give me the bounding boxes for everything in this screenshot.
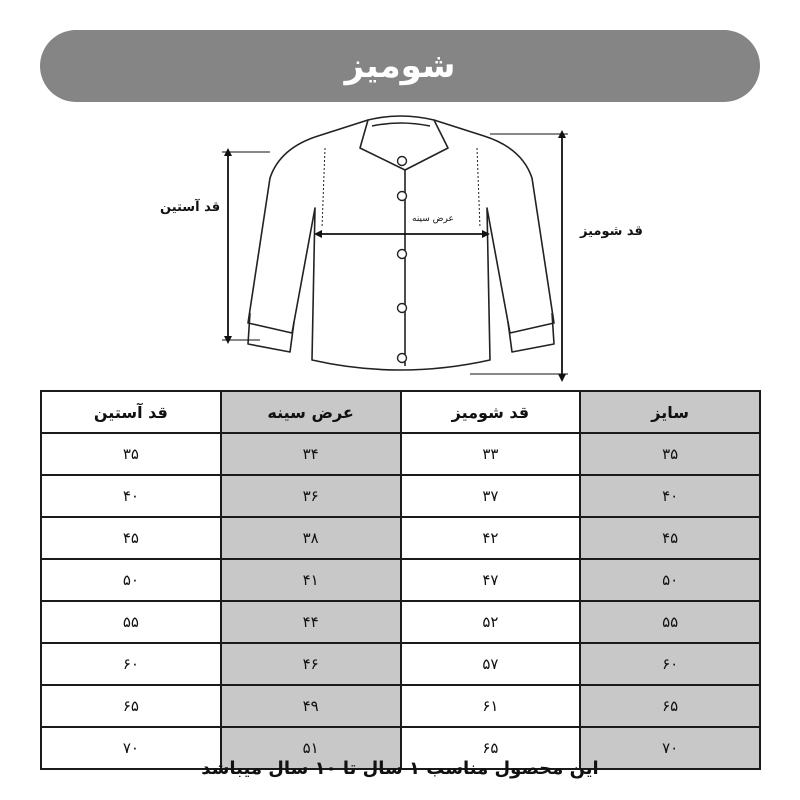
cell-shirt-length: ۳۷ bbox=[401, 475, 581, 517]
footer-note: این محصول مناسب ۱ سال تا ۱۰ سال میباشد bbox=[201, 758, 599, 779]
table-row bbox=[41, 517, 760, 559]
cell-sleeve-length: ۶۰ bbox=[41, 643, 221, 685]
size-table bbox=[40, 390, 761, 770]
header-sleeve-length: قد آستین bbox=[41, 391, 221, 433]
cell-size: ۳۵ bbox=[580, 433, 760, 475]
cell-chest-width: ۴۶ bbox=[221, 643, 401, 685]
table-row bbox=[41, 643, 760, 685]
shirt-outline-icon bbox=[248, 116, 554, 370]
cell-chest-width: ۵۱ bbox=[221, 727, 401, 769]
table-row bbox=[41, 685, 760, 727]
table-row bbox=[41, 475, 760, 517]
header-size: سایز bbox=[580, 391, 760, 433]
cell-shirt-length: ۵۲ bbox=[401, 601, 581, 643]
cell-size: ۶۰ bbox=[580, 643, 760, 685]
cell-sleeve-length: ۴۵ bbox=[41, 517, 221, 559]
cell-sleeve-length: ۶۵ bbox=[41, 685, 221, 727]
cell-sleeve-length: ۵۵ bbox=[41, 601, 221, 643]
cell-sleeve-length: ۳۵ bbox=[41, 433, 221, 475]
cell-size: ۷۰ bbox=[580, 727, 760, 769]
cell-shirt-length: ۴۲ bbox=[401, 517, 581, 559]
cell-shirt-length: ۴۷ bbox=[401, 559, 581, 601]
table-row bbox=[41, 433, 760, 475]
cell-size: ۶۵ bbox=[580, 685, 760, 727]
cell-shirt-length: ۶۱ bbox=[401, 685, 581, 727]
cell-chest-width: ۴۹ bbox=[221, 685, 401, 727]
shirt-diagram bbox=[0, 108, 800, 388]
sleeve-length-label: قد آستین bbox=[160, 200, 221, 215]
cell-size: ۵۵ bbox=[580, 601, 760, 643]
cell-chest-width: ۴۴ bbox=[221, 601, 401, 643]
cell-sleeve-length: ۵۰ bbox=[41, 559, 221, 601]
table-header-row bbox=[41, 391, 760, 433]
cell-chest-width: ۳۸ bbox=[221, 517, 401, 559]
cell-shirt-length: ۶۵ bbox=[401, 727, 581, 769]
cell-chest-width: ۴۱ bbox=[221, 559, 401, 601]
cell-sleeve-length: ۷۰ bbox=[41, 727, 221, 769]
cell-shirt-length: ۳۳ bbox=[401, 433, 581, 475]
shirt-illustration bbox=[0, 108, 800, 388]
shirt-length-label: قد شومیز bbox=[580, 224, 643, 239]
cell-shirt-length: ۵۷ bbox=[401, 643, 581, 685]
cell-size: ۵۰ bbox=[580, 559, 760, 601]
cell-chest-width: ۳۴ bbox=[221, 433, 401, 475]
title-banner bbox=[40, 30, 760, 102]
table-row bbox=[41, 601, 760, 643]
cell-sleeve-length: ۴۰ bbox=[41, 475, 221, 517]
cell-size: ۴۵ bbox=[580, 517, 760, 559]
header-chest-width: عرض سینه bbox=[221, 391, 401, 433]
table-row bbox=[41, 559, 760, 601]
cell-size: ۴۰ bbox=[580, 475, 760, 517]
page-title: شومیز bbox=[344, 46, 456, 86]
cell-chest-width: ۳۶ bbox=[221, 475, 401, 517]
header-shirt-length: قد شومیز bbox=[401, 391, 581, 433]
chest-width-label: عرض سینه bbox=[412, 214, 454, 224]
